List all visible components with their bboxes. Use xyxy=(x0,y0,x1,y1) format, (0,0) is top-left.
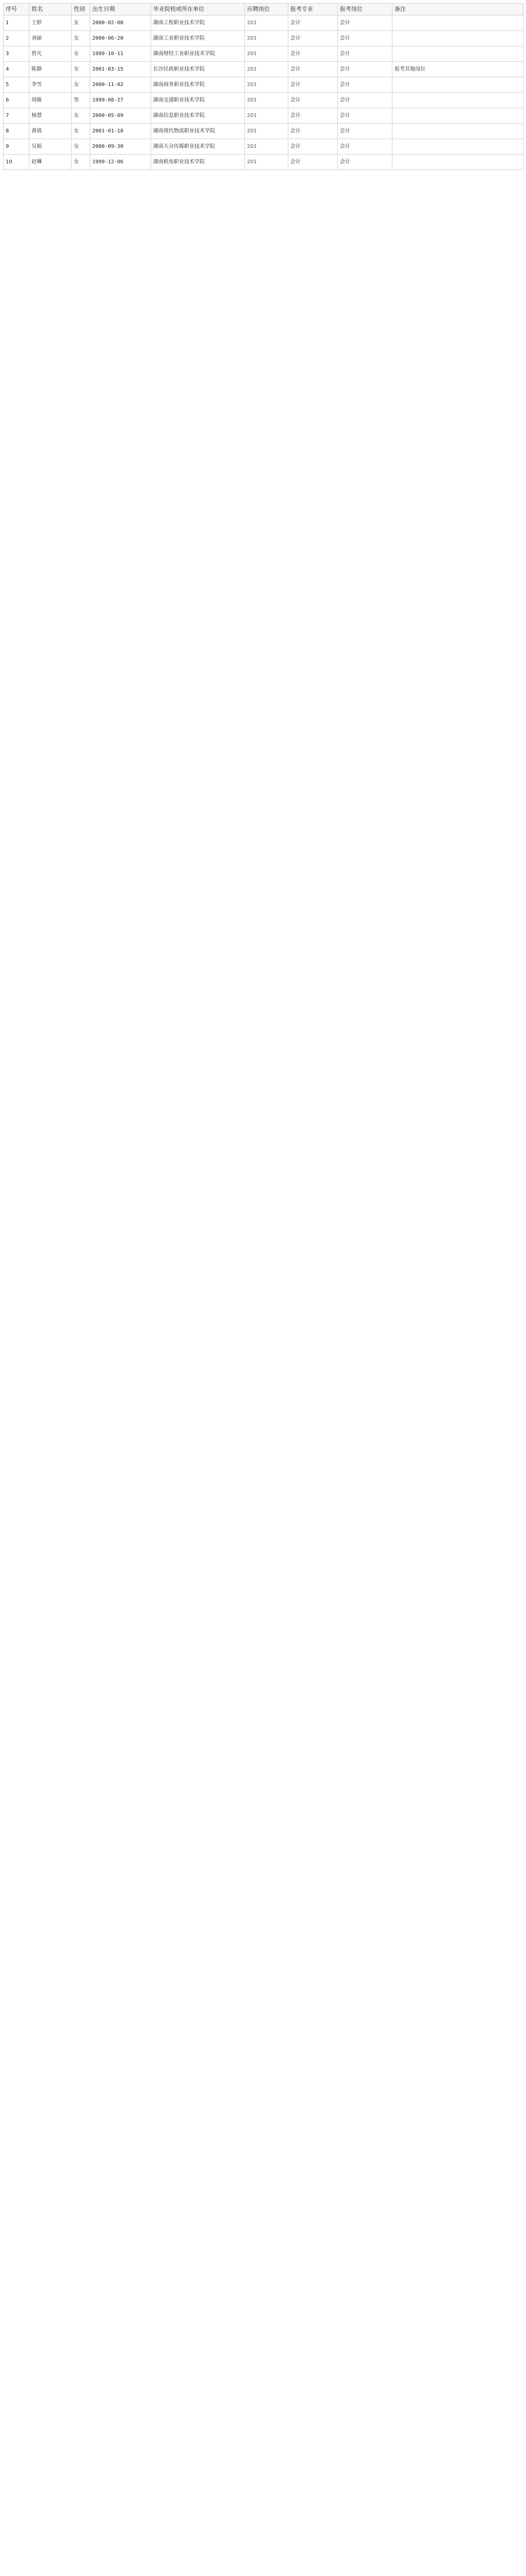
table-cell: 湖南财经工业职业技术学院 xyxy=(151,46,245,62)
table-cell: 201 xyxy=(245,93,288,108)
table-cell: 男 xyxy=(72,93,90,108)
table-cell: 杨慧 xyxy=(29,108,72,124)
header-cell: 出生日期 xyxy=(90,4,151,15)
table-cell: 会计 xyxy=(338,31,392,46)
table-cell: 201 xyxy=(245,155,288,170)
table-cell: 会计 xyxy=(338,46,392,62)
candidate-table xyxy=(3,3,523,170)
table-cell: 女 xyxy=(72,62,90,77)
table-cell: 陈静 xyxy=(29,62,72,77)
table-cell: 会计 xyxy=(338,62,392,77)
table-cell: 会计 xyxy=(288,139,338,155)
table-cell: 女 xyxy=(72,124,90,139)
table-cell xyxy=(392,108,523,124)
table-cell: 2000-05-09 xyxy=(90,108,151,124)
table-cell: 201 xyxy=(245,62,288,77)
table-cell: 会计 xyxy=(288,155,338,170)
table-cell xyxy=(392,155,523,170)
table-cell: 黄倩 xyxy=(29,124,72,139)
table-cell: 1 xyxy=(4,15,29,31)
table-row xyxy=(4,46,523,62)
header-cell: 应聘岗位 xyxy=(245,4,288,15)
table-cell xyxy=(392,124,523,139)
table-cell: 2000-09-30 xyxy=(90,139,151,155)
table-cell: 2001-01-18 xyxy=(90,124,151,139)
table-cell: 王婷 xyxy=(29,15,72,31)
table-cell: 会计 xyxy=(288,124,338,139)
table-cell: 湖南现代物流职业技术学院 xyxy=(151,124,245,139)
table-cell: 湖南大众传媒职业技术学院 xyxy=(151,139,245,155)
table-cell: 201 xyxy=(245,15,288,31)
table-row xyxy=(4,62,523,77)
header-cell: 姓名 xyxy=(29,4,72,15)
table-cell: 201 xyxy=(245,139,288,155)
table-cell: 湖南工业职业技术学院 xyxy=(151,31,245,46)
table-cell: 2000-02-08 xyxy=(90,15,151,31)
table-cell: 2000-11-02 xyxy=(90,77,151,93)
table-cell: 赵琳 xyxy=(29,155,72,170)
table-cell: 1999-10-11 xyxy=(90,46,151,62)
table-row xyxy=(4,108,523,124)
table-cell: 8 xyxy=(4,124,29,139)
table-cell: 女 xyxy=(72,108,90,124)
table-cell: 201 xyxy=(245,46,288,62)
header-cell: 毕业院校或所在单位 xyxy=(151,4,245,15)
table-cell xyxy=(392,31,523,46)
table-cell: 会计 xyxy=(338,108,392,124)
table-cell xyxy=(392,15,523,31)
table-cell: 曾凡 xyxy=(29,46,72,62)
table-row xyxy=(4,124,523,139)
header-cell: 报考专业 xyxy=(288,4,338,15)
table-cell: 会计 xyxy=(338,77,392,93)
header-cell: 序号 xyxy=(4,4,29,15)
table-cell: 湖南交通职业技术学院 xyxy=(151,93,245,108)
header-cell: 报考岗位 xyxy=(338,4,392,15)
table-cell: 4 xyxy=(4,62,29,77)
table-cell: 会计 xyxy=(288,31,338,46)
table-cell: 201 xyxy=(245,108,288,124)
table-cell: 会计 xyxy=(288,93,338,108)
table-cell: 2000-06-20 xyxy=(90,31,151,46)
table-cell: 李雪 xyxy=(29,77,72,93)
table-row xyxy=(4,93,523,108)
table-cell: 201 xyxy=(245,77,288,93)
table-cell: 吴娟 xyxy=(29,139,72,155)
table-cell: 湖南机电职业技术学院 xyxy=(151,155,245,170)
table-cell: 201 xyxy=(245,31,288,46)
table-row xyxy=(4,139,523,155)
header-cell: 备注 xyxy=(392,4,523,15)
table-cell: 3 xyxy=(4,46,29,62)
table-cell: 女 xyxy=(72,77,90,93)
table-cell: 1999-08-27 xyxy=(90,93,151,108)
spreadsheet xyxy=(3,3,523,170)
table-cell: 6 xyxy=(4,93,29,108)
table-row xyxy=(4,15,523,31)
header-row xyxy=(4,4,523,15)
table-cell: 女 xyxy=(72,139,90,155)
table-row xyxy=(4,77,523,93)
table-cell: 会计 xyxy=(288,15,338,31)
table-cell: 2 xyxy=(4,31,29,46)
table-cell: 女 xyxy=(72,31,90,46)
table-cell xyxy=(392,46,523,62)
table-cell: 5 xyxy=(4,77,29,93)
table-cell xyxy=(392,139,523,155)
table-cell: 湖南信息职业技术学院 xyxy=(151,108,245,124)
header-cell: 性别 xyxy=(72,4,90,15)
table-cell: 会计 xyxy=(338,124,392,139)
table-row xyxy=(4,155,523,170)
table-cell: 会计 xyxy=(288,62,338,77)
table-cell: 会计 xyxy=(338,93,392,108)
table-cell: 女 xyxy=(72,46,90,62)
table-cell: 报考其他岗位 xyxy=(392,62,523,77)
table-cell: 1999-12-06 xyxy=(90,155,151,170)
table-cell: 会计 xyxy=(288,108,338,124)
table-cell: 刘丽 xyxy=(29,31,72,46)
table-cell: 湖南商务职业技术学院 xyxy=(151,77,245,93)
table-cell: 会计 xyxy=(338,155,392,170)
table-cell: 10 xyxy=(4,155,29,170)
table-cell: 9 xyxy=(4,139,29,155)
table-cell: 7 xyxy=(4,108,29,124)
table-cell: 会计 xyxy=(338,139,392,155)
table-row xyxy=(4,31,523,46)
table-cell: 会计 xyxy=(288,46,338,62)
table-cell: 会计 xyxy=(288,77,338,93)
table-cell: 女 xyxy=(72,15,90,31)
table-cell: 2001-03-15 xyxy=(90,62,151,77)
table-cell: 会计 xyxy=(338,15,392,31)
table-cell: 女 xyxy=(72,155,90,170)
table-cell: 201 xyxy=(245,124,288,139)
table-cell: 长沙民政职业技术学院 xyxy=(151,62,245,77)
table-cell xyxy=(392,77,523,93)
table-cell xyxy=(392,93,523,108)
table-cell: 湖南工程职业技术学院 xyxy=(151,15,245,31)
table-cell: 周敏 xyxy=(29,93,72,108)
